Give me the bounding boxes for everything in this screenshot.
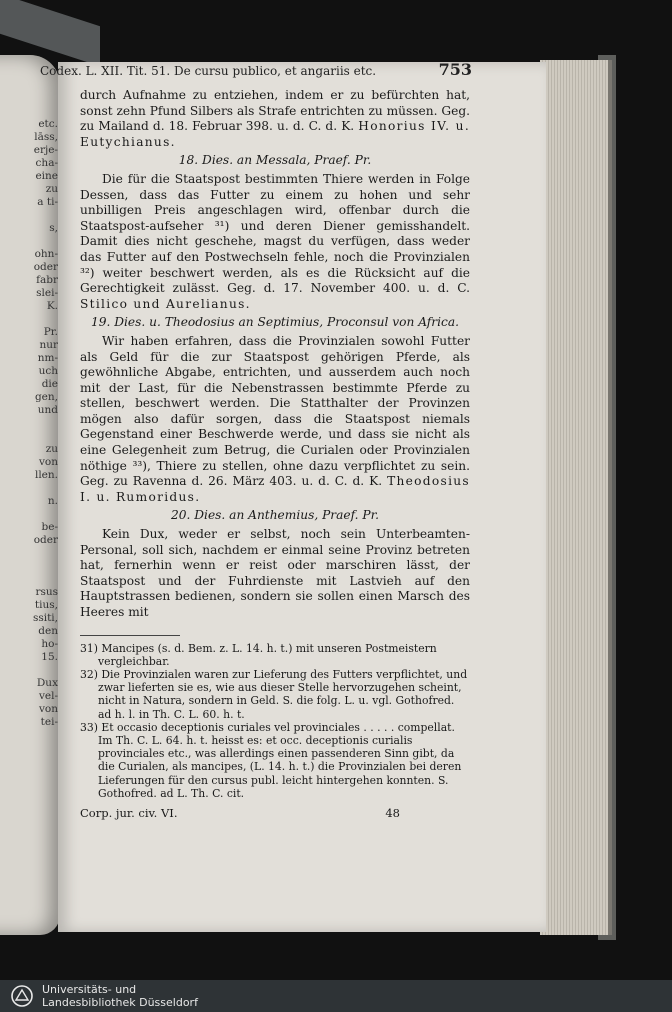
left-page-fragment: oder	[33, 261, 58, 273]
left-page-fragment: slei-	[36, 287, 58, 299]
left-page-fragments	[0, 118, 58, 729]
left-page-fragment	[0, 417, 58, 430]
library-name: Universitäts- und Landesbibliothek Düsseldorf	[42, 983, 198, 1009]
library-banner	[0, 980, 672, 1012]
left-page-fragment: 15.	[41, 651, 58, 663]
left-page-fragment: etc.	[38, 118, 58, 130]
page-number: 753	[438, 60, 472, 79]
sheet-number: 48	[385, 806, 400, 821]
left-page-fragment: vel-	[38, 690, 58, 702]
running-head-title: Codex. L. XII. Tit. 51. De cursu publico, et angariis etc.	[40, 64, 377, 78]
left-page-fragment: und	[37, 404, 58, 416]
left-page-fragment: s,	[49, 222, 58, 234]
footnote-33: 33) Et occasio deceptionis curiales vel provinciales . . . . . compellat. Im Th. C. L. 64. h. t. heisst es: et occ. deceptionis curialis provinciales etc., was allerdings einen passenderen Sinn gibt, da die Curialen, als mancipes, (L. 14. h. t.) die Provinzialen bei deren Lieferungen für den cursus publ. leicht hintergehen konnten. S. Gothofred. ad L. Th. C. cit.	[80, 720, 462, 800]
law-heading-18: 18. Dies. an Messala, Praef. Pr.	[178, 153, 372, 168]
left-page-fragment: rsus	[35, 586, 58, 598]
left-page-fragment: n.	[47, 495, 58, 507]
left-page-fragment: den	[38, 625, 58, 637]
footnote-rule	[80, 635, 180, 636]
left-page-fragment: Dux	[36, 677, 58, 689]
left-page-fragment	[0, 547, 58, 560]
law-heading-20: 20. Dies. an Anthemius, Praef. Pr.	[171, 508, 379, 523]
consul-names: Stilico und Aurelianus.	[80, 296, 251, 311]
left-page-fragment: ho-	[41, 638, 58, 650]
left-page-fragment: tius,	[34, 599, 58, 611]
emperor-names: Honorius IV. u. Eutychianus.	[80, 119, 470, 149]
left-page-fragment: tei-	[40, 716, 58, 728]
left-page-fragment	[0, 209, 58, 222]
left-page-fragment	[0, 235, 58, 248]
signature-mark: Corp. jur. civ. VI.	[80, 806, 178, 821]
law-heading-19: 19. Dies. u. Theodosius an Septimius, Proconsul von Africa.	[91, 315, 459, 330]
left-page-fragment: uch	[38, 365, 58, 377]
paragraph-17-end: durch Aufnahme zu entziehen, indem er zu befürchten hat, sonst zehn Pfund Silbers als Strafe entrichten zu müssen. Geg. zu Mailand d. 18. Februar 398. u. d. C. d. K. Honorius IV. u. Eutychianus.	[80, 88, 470, 149]
left-page-fragment: oder	[33, 534, 58, 546]
left-page-fragment: a ti-	[37, 196, 58, 208]
left-page-fragment: K.	[46, 300, 58, 312]
left-page-fragment: fabr	[36, 274, 58, 286]
page-edges	[540, 60, 612, 935]
left-page-fragment: von	[38, 456, 58, 468]
running-head	[40, 60, 472, 79]
left-page-fragment	[0, 664, 58, 677]
left-page-fragment	[0, 482, 58, 495]
left-page-fragment	[0, 430, 58, 443]
paragraph-18: Die für die Staatspost bestimmten Thiere werden in Folge Dessen, dass das Futter zu einem zu hohen und sehr unbilligen Preis angeschlagen wird, offenbar durch die Staatspost-aufseher ³¹) und deren Diener gemisshandelt. Damit dies nicht geschehe, magst du verfügen, dass weder das Futter auf den Postwechseln fehle, noch die Provinzialen ³²) weiter beschwert werden, als es die Rücksicht auf die Gerechtigkeit zulässt. Geg. d. 17. November 400. u. d. C. Stilico und Aurelianus.	[80, 171, 470, 311]
left-page-fragment	[0, 560, 58, 573]
left-page-fragment: von	[38, 703, 58, 715]
left-page-fragment: cha-	[35, 157, 58, 169]
left-page-fragment: zu	[45, 183, 58, 195]
left-page-fragment: nm-	[37, 352, 58, 364]
left-page-fragment: zu	[45, 443, 58, 455]
left-page-fragment	[0, 508, 58, 521]
page-body	[80, 88, 470, 820]
footnotes	[80, 642, 470, 800]
library-logo-icon	[10, 984, 34, 1008]
left-page-fragment: eine	[35, 170, 58, 182]
left-page-fragment	[0, 313, 58, 326]
left-page-fragment: ssiti,	[32, 612, 58, 624]
left-page-fragment	[0, 573, 58, 586]
left-page-fragment: ohn-	[34, 248, 58, 260]
left-page-fragment: lāss,	[34, 131, 58, 143]
consul-names-19: Theodosius I. u. Rumoridus.	[80, 474, 470, 504]
paragraph-19: Wir haben erfahren, dass die Provinzialen sowohl Futter als Geld für die zur Staatspost gehörigen Pferde, als gewöhnliche Abgabe, entrichten, und ausserdem auch noch mit der Last, für die Nebenstrassen bestimmte Pferde zu stellen, beschwert werden. Die Statthalter der Provinzen mögen also dafür sorgen, dass die Staatspost niemals Gegenstand einer Beschwerde werde, und dass sie nicht als eine Gelegenheit zum Betrug, die Curialen oder Provinzialen nöthige ³³), Thiere zu stellen, ohne dazu verpflichtet zu sein. Geg. zu Ravenna d. 26. März 403. u. d. C. d. K. Theodosius I. u. Rumoridus.	[80, 333, 470, 504]
left-page-fragment: nur	[39, 339, 58, 351]
left-page-fragment: llen.	[34, 469, 58, 481]
left-page-fragment: gen,	[34, 391, 58, 403]
paragraph-20: Kein Dux, weder er selbst, noch sein Unterbeamten-Personal, soll sich, nachdem er einmal seine Provinz betreten hat, fernerhin wenn er reist oder marschiren lässt, der Staatspost und der Fuhrdienste mit Lastvieh auf den Hauptstrassen bedienen, sondern sie sollen einen Marsch des Heeres mit	[80, 527, 470, 619]
left-page-fragment: be-	[41, 521, 58, 533]
footnote-32: 32) Die Provinzialen waren zur Lieferung des Futters verpflichtet, und zwar lieferten sie es, wie aus dieser Stelle hervorzugehen scheint, nicht in Natura, sondern in Geld. S. die folg. L. u. vgl. Gothofred. ad h. l. in Th. C. L. 60. h. t.	[80, 668, 468, 721]
left-page-fragment: die	[41, 378, 58, 390]
page-footer	[80, 806, 400, 820]
left-page-fragment: erje-	[33, 144, 58, 156]
footnote-31: 31) Mancipes (s. d. Bem. z. L. 14. h. t.) mit unseren Postmeistern vergleichbar.	[80, 641, 437, 668]
left-page-fragment: Pr.	[43, 326, 58, 338]
